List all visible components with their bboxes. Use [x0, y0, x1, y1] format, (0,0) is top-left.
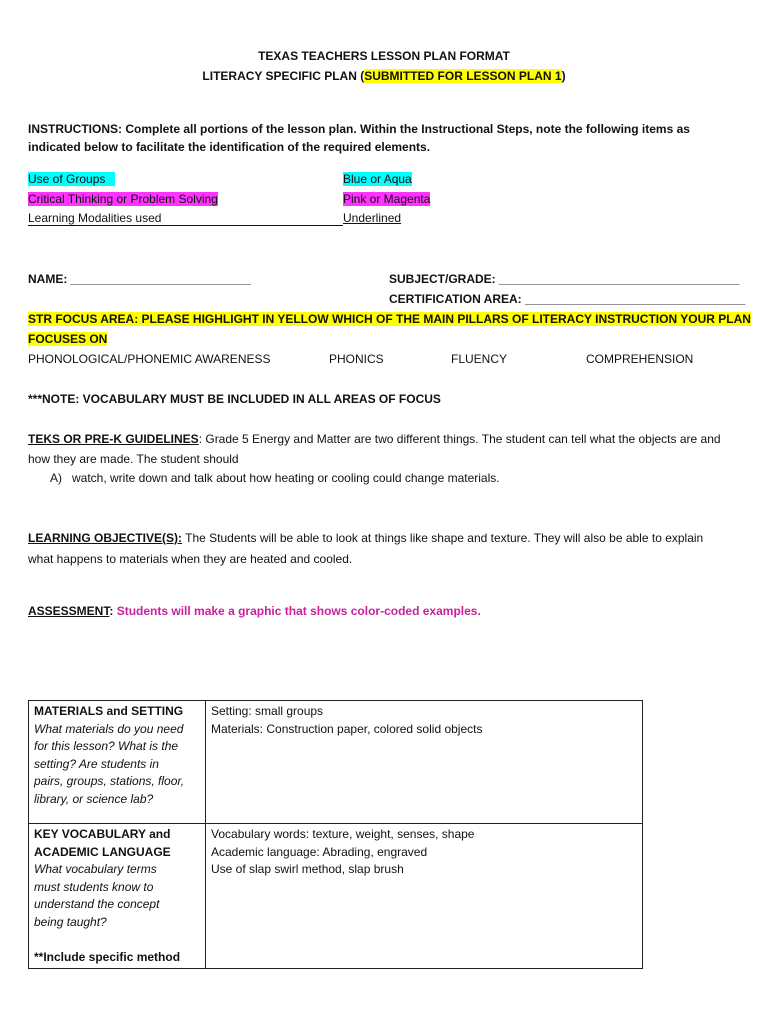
vocabulary-content-line: Vocabulary words: texture, weight, senses, shape — [211, 827, 475, 841]
assessment-label: ASSESSMENT — [28, 604, 110, 618]
teks-item-a — [50, 471, 500, 485]
vocabulary-prompt-line: must students know to — [34, 879, 154, 894]
legend-groups-item — [28, 172, 115, 186]
materials-prompt-line: setting? Are students in — [34, 756, 159, 771]
teks-line-2: how they are made. The student should — [28, 452, 239, 466]
materials-setting-heading-cell — [29, 701, 206, 824]
vocabulary-content-cell — [206, 824, 643, 969]
subtitle-highlight: SUBMITTED FOR LESSON PLAN 1 — [364, 69, 562, 83]
vocabulary-method-note: **Include specific method — [34, 949, 181, 964]
vocabulary-content-line: Use of slap swirl method, slap brush — [211, 862, 404, 876]
focus-area-text-1: STR FOCUS AREA: PLEASE HIGHLIGHT IN YELLOW WHICH OF THE MAIN PILLARS OF LITERACY INSTRUCTION YOUR PLAN — [28, 312, 751, 326]
cell-spacer — [34, 931, 200, 949]
name-field: NAME: ___________________________ — [28, 272, 251, 286]
vocabulary-prompt-line: understand the concept — [34, 897, 160, 911]
objective-text-1: The Students will be able to look at things like shape and texture. They will also be able to explain — [182, 531, 704, 545]
pillar-phonics: PHONICS — [329, 352, 384, 366]
teks-item-marker: A) — [50, 471, 62, 485]
legend-groups-label: Use of Groups — [28, 172, 115, 186]
legend-modalities-label: Learning Modalities used — [28, 211, 162, 225]
materials-setting-content-cell — [206, 701, 643, 824]
legend-modalities-item — [28, 211, 343, 226]
objective-label: LEARNING OBJECTIVE(S): — [28, 531, 183, 545]
subtitle-prefix: LITERACY SPECIFIC PLAN ( — [202, 69, 365, 83]
teks-item-text: watch, write down and talk about how heating or cooling could change materials. — [72, 471, 500, 485]
materials-prompt-line: for this lesson? What is the — [34, 739, 179, 753]
materials-content-line: Setting: small groups — [211, 704, 324, 718]
vocabulary-prompt-line: being taught? — [34, 914, 107, 929]
materials-heading: MATERIALS and SETTING — [34, 704, 184, 718]
vocabulary-heading-line: KEY VOCABULARY and — [34, 827, 171, 841]
pillar-phonological: PHONOLOGICAL/PHONEMIC AWARENESS — [28, 352, 271, 366]
subtitle-suffix: ) — [561, 69, 566, 83]
vocabulary-note: ***NOTE: VOCABULARY MUST BE INCLUDED IN ALL AREAS OF FOCUS — [28, 392, 441, 406]
vocabulary-heading-line: ACADEMIC LANGUAGE — [34, 844, 171, 859]
table-row — [29, 701, 643, 824]
legend-groups-marking — [343, 172, 412, 186]
objective-line-1 — [28, 531, 703, 545]
assessment-colon: : — [109, 604, 117, 618]
legend-critical-item — [28, 192, 218, 206]
vocabulary-content-line: Academic language: Abrading, engraved — [211, 844, 428, 859]
instructions-line-2: indicated below to facilitate the identification of the required elements. — [28, 140, 431, 154]
subject-grade-field: SUBJECT/GRADE: ____________________________________ — [389, 272, 740, 286]
table-row — [29, 824, 643, 969]
teks-label: TEKS OR PRE-K GUIDELINES — [28, 432, 199, 446]
materials-content-line: Materials: Construction paper, colored solid objects — [211, 721, 483, 736]
vocabulary-prompt-line: What vocabulary terms — [34, 862, 157, 876]
teks-line-1 — [28, 432, 721, 446]
assessment-line — [28, 604, 481, 618]
legend-critical-marking-label: Pink or Magenta — [343, 192, 431, 206]
materials-prompt-line: library, or science lab? — [34, 791, 154, 806]
materials-prompt-line: What materials do you need — [34, 721, 184, 736]
legend-critical-marking — [343, 192, 430, 206]
document-title: TEXAS TEACHERS LESSON PLAN FORMAT — [258, 49, 510, 63]
document-subtitle — [0, 69, 768, 83]
objective-line-2: what happens to materials when they are heated and cooled. — [28, 552, 353, 566]
legend-groups-marking-label: Blue or Aqua — [343, 172, 412, 186]
lesson-plan-table — [28, 700, 643, 969]
pillar-comprehension: COMPREHENSION — [586, 352, 694, 366]
certification-field: CERTIFICATION AREA: _________________________________ — [389, 292, 746, 306]
teks-text-1: : Grade 5 Energy and Matter are two different things. The student can tell what the objects are and — [198, 432, 721, 446]
legend-critical-label: Critical Thinking or Problem Solving — [28, 192, 218, 206]
pillar-fluency: FLUENCY — [451, 352, 508, 366]
focus-area-line-1 — [28, 312, 751, 326]
legend-modalities-marking: Underlined — [343, 211, 402, 225]
vocabulary-heading-cell — [29, 824, 206, 969]
instructions-line-1: INSTRUCTIONS: Complete all portions of the lesson plan. Within the Instructional Steps, note the following items as — [28, 122, 690, 136]
assessment-text: Students will make a graphic that shows color-coded examples. — [116, 604, 481, 618]
focus-area-text-2: FOCUSES ON — [28, 332, 108, 346]
materials-prompt-line: pairs, groups, stations, floor, — [34, 774, 185, 788]
focus-area-line-2 — [28, 332, 107, 346]
